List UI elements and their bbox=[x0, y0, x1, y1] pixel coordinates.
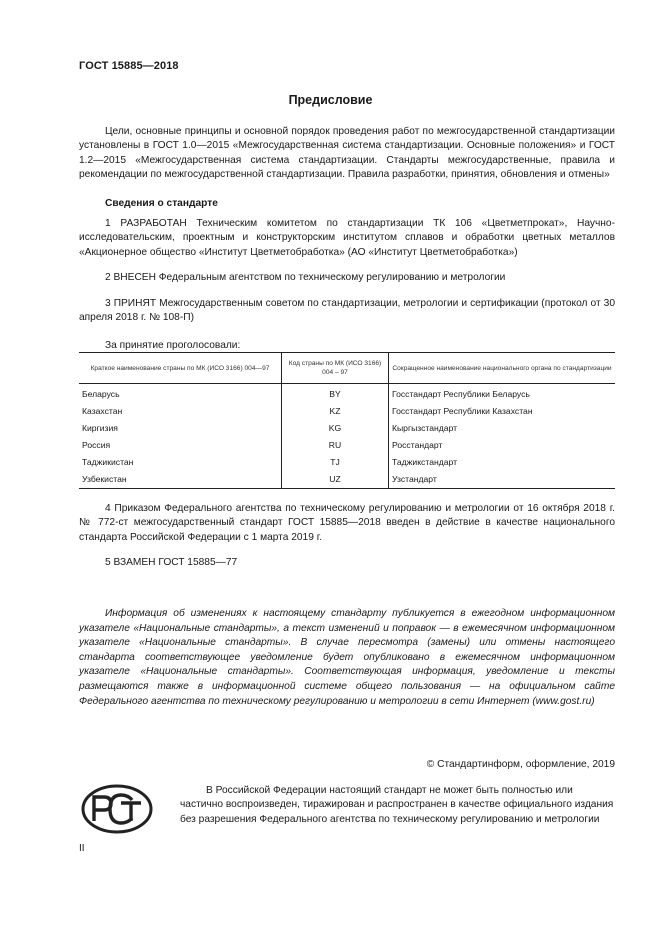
intro-paragraph bbox=[79, 125, 615, 183]
column-header-code: Код страны по МК (ИСО 3166) 004 – 97 bbox=[282, 353, 389, 384]
column-header-country: Краткое наименование страны по МК (ИСО 3166) 004—97 bbox=[79, 353, 282, 384]
body-cell: Таджикстандарт bbox=[389, 454, 616, 471]
code-cell: UZ bbox=[282, 471, 389, 489]
item-1-paragraph bbox=[79, 217, 615, 260]
body-cell: Узстандарт bbox=[389, 471, 616, 489]
country-cell: Казахстан bbox=[82, 406, 123, 416]
country-cell: Таджикистан bbox=[82, 457, 134, 467]
item-5-paragraph bbox=[79, 556, 615, 570]
item-2-text: 2 ВНЕСЕН Федеральным агентством по техническому регулированию и метрологии bbox=[105, 272, 506, 283]
item-3-text: 3 ПРИНЯТ Межгосударственным советом по стандартизации, метрологии и сертификации (протокол от 30 апреля 2018 г. № 108-П) bbox=[79, 298, 615, 324]
code-cell: KZ bbox=[282, 403, 389, 420]
info-note bbox=[79, 607, 615, 709]
item-4-text: 4 Приказом Федерального агентства по техническому регулированию и метрологии от 16 октября 2018 г. № 772-ст межгосударственный стандарт ГОСТ 15885—2018 введен в действие в качестве национального стандарта Российской Федерации с 1 марта 2019 г. bbox=[79, 503, 615, 543]
section-title: Сведения о стандарте bbox=[105, 198, 218, 209]
page-number: II bbox=[79, 843, 85, 854]
country-cell: Россия bbox=[82, 440, 111, 450]
rst-certification-mark-icon bbox=[80, 783, 154, 835]
info-note-text: Информация об изменениях к настоящему стандарту публикуется в ежегодном информационном указателе «Национальные стандарты», а текст изменений и поправок — в ежемесячном информационном указателе «Национальные стандарты». В случае пересмотра (замены) или отмены настоящего стандарта соответствующее уведомление будет опубликовано в ежемесячном информационном указателе «Национальные стандарты». Соответствующая информация, уведомление и тексты размещаются также в информационной системе общего пользования — на официальном сайте Федерального агентства по техническому регулированию и метрологии в сети Интернет (www.gost.ru) bbox=[79, 608, 615, 707]
column-header-body: Сокращенное наименование национального органа по стандартизации bbox=[389, 353, 616, 384]
table-row bbox=[79, 454, 615, 471]
code-cell: BY bbox=[282, 384, 389, 404]
table-row bbox=[79, 471, 615, 489]
reproduction-notice bbox=[180, 784, 616, 827]
table-row bbox=[79, 384, 615, 404]
item-1-text: 1 РАЗРАБОТАН Техническим комитетом по стандартизации ТК 106 «Цветметпрокат», Научно-исследовательским, проектным и конструкторским институтом сплавов и обработки цветных металлов «Акционерное общество «Институт Цветметобработка» (АО «Институт Цветметобработка») bbox=[79, 218, 615, 258]
document-code-header: ГОСТ 15885—2018 bbox=[79, 60, 179, 72]
item-3-paragraph bbox=[79, 297, 615, 326]
intro-text: Цели, основные принципы и основной порядок проведения работ по межгосударственной стандартизации установлены в ГОСТ 1.0—2015 «Межгосударственная система стандартизации. Основные положения» и ГОСТ 1.2—2015 «Межгосударственная система стандартизации. Стандарты межгосударственные, правила и рекомендации по межгосударственной стандартизации. Правила разработки, принятия, обновления и отмены» bbox=[79, 126, 615, 181]
item-2-paragraph bbox=[79, 271, 615, 285]
item-5-text: 5 ВЗАМЕН ГОСТ 15885—77 bbox=[105, 557, 238, 568]
country-cell: Беларусь bbox=[82, 389, 120, 399]
body-cell: Кыргызстандарт bbox=[389, 420, 616, 437]
country-cell: Киргизия bbox=[82, 423, 118, 433]
item-4-paragraph bbox=[79, 502, 615, 545]
vote-table-header-row bbox=[79, 353, 615, 384]
table-row bbox=[79, 437, 615, 454]
vote-table bbox=[79, 352, 615, 489]
notice-text: В Российской Федерации настоящий стандарт не может быть полностью или частично воспроизведен, тиражирован и распространен в качестве официального издания без разрешения Федерального агентства по техническому регулированию и метрологии bbox=[180, 785, 614, 825]
page-title: Предисловие bbox=[288, 93, 373, 107]
code-cell: TJ bbox=[282, 454, 389, 471]
table-row bbox=[79, 420, 615, 437]
body-cell: Госстандарт Республики Казахстан bbox=[389, 403, 616, 420]
vote-label: За принятие проголосовали: bbox=[105, 340, 241, 351]
country-cell: Узбекистан bbox=[79, 471, 282, 489]
table-row bbox=[79, 403, 615, 420]
code-cell: RU bbox=[282, 437, 389, 454]
code-cell: KG bbox=[282, 420, 389, 437]
copyright: © Стандартинформ, оформление, 2019 bbox=[426, 759, 615, 770]
body-cell: Росстандарт bbox=[389, 437, 616, 454]
body-cell: Госстандарт Республики Беларусь bbox=[389, 384, 616, 404]
